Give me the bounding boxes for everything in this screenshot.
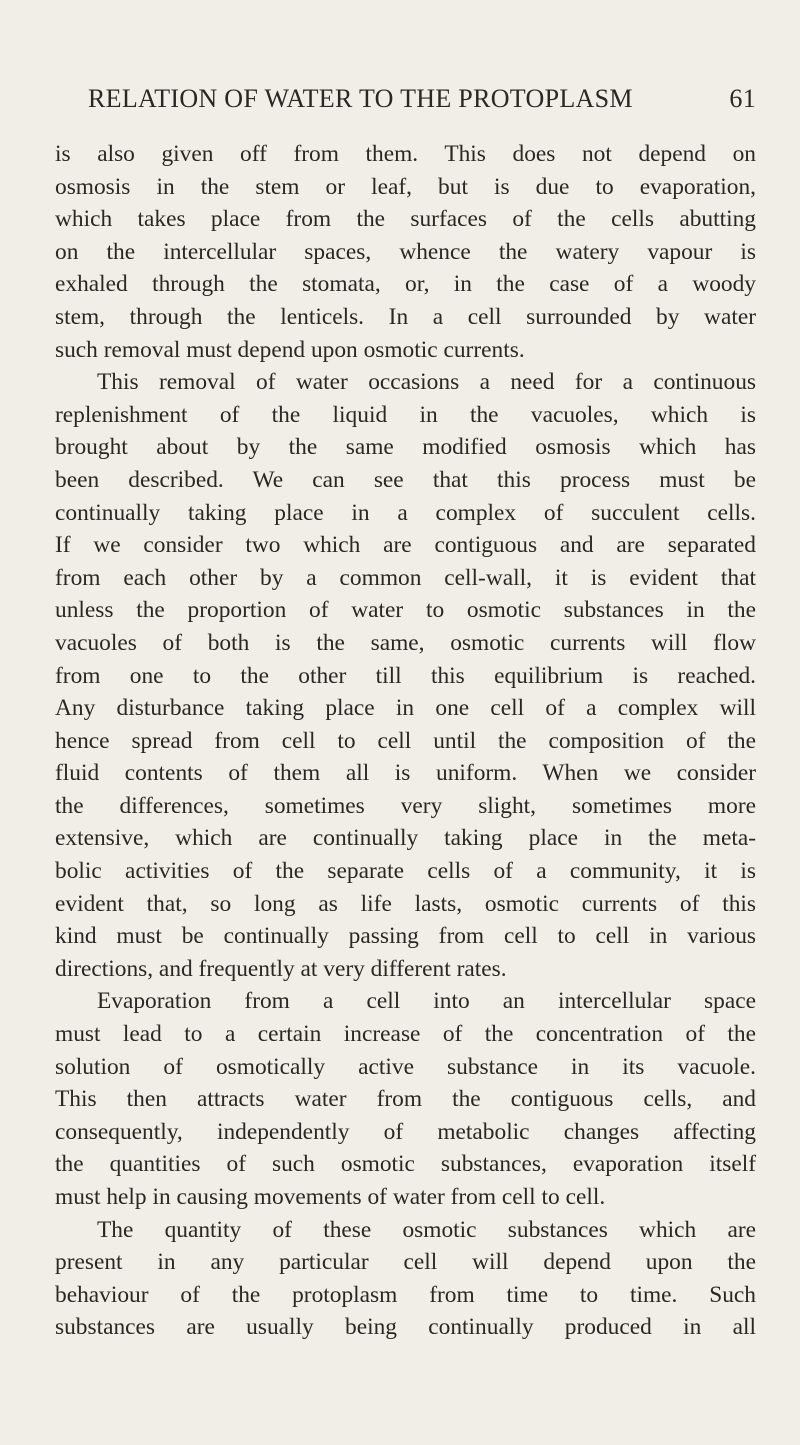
text-line: substances are usually being continually produced in all: [55, 1314, 756, 1341]
text-line: is also given off from them. This does not depend on: [55, 141, 756, 167]
text-line: such removal must depend upon osmotic currents.: [55, 336, 525, 363]
text-line: unless the proportion of water to osmotic substances in the: [55, 597, 756, 624]
text-line: kind must be continually passing from cell to cell in various: [55, 923, 756, 950]
text-line: behaviour of the protoplasm from time to time. Such: [55, 1281, 756, 1308]
text-line: Any disturbance taking place in one cell of a complex will: [55, 695, 756, 722]
text-line: been described. We can see that this process must be: [55, 466, 756, 493]
text-line: the differences, sometimes very slight, sometimes more: [55, 792, 756, 819]
text-line: on the intercellular spaces, whence the watery vapour is: [55, 238, 756, 265]
text-line: This then attracts water from the contiguous cells, and: [55, 1086, 756, 1113]
text-line: the quantities of such osmotic substances, evaporation itself: [55, 1151, 756, 1178]
text-line: replenishment of the liquid in the vacuoles, which is: [55, 401, 756, 428]
text-line: evident that, so long as life lasts, osmotic currents of this: [55, 890, 756, 917]
text-line: stem, through the lenticels. In a cell surrounded by water: [55, 303, 756, 330]
text-line: present in any particular cell will depend upon the: [55, 1249, 756, 1276]
text-line: from one to the other till this equilibrium is reached.: [55, 662, 756, 689]
text-line: vacuoles of both is the same, osmotic currents will flow: [55, 629, 756, 656]
text-line: The quantity of these osmotic substances which are: [97, 1216, 756, 1243]
text-line: solution of osmotically active substance in its vacuole.: [55, 1053, 756, 1080]
text-line: which takes place from the surfaces of the cells abutting: [55, 206, 756, 233]
text-line: bolic activities of the separate cells of a community, it is: [55, 858, 756, 885]
text-line: fluid contents of them all is uniform. When we consider: [55, 760, 756, 787]
text-line: If we consider two which are contiguous and are separated: [55, 532, 756, 559]
body-text: [55, 138, 756, 1344]
page-number: 61: [729, 84, 756, 113]
text-line: hence spread from cell to cell until the composition of the: [55, 727, 756, 754]
running-title: RELATION OF WATER TO THE PROTOPLASM: [88, 84, 633, 113]
text-line: continually taking place in a complex of succulent cells.: [55, 499, 756, 526]
text-line: must lead to a certain increase of the concentration of the: [55, 1021, 756, 1048]
text-line: from each other by a common cell-wall, it is evident that: [55, 564, 756, 591]
text-line: Evaporation from a cell into an intercellular space: [97, 988, 756, 1015]
text-line: directions, and frequently at very different rates.: [55, 955, 507, 982]
running-head: [88, 82, 756, 116]
text-line: osmosis in the stem or leaf, but is due to evaporation,: [55, 173, 756, 200]
text-line: exhaled through the stomata, or, in the case of a woody: [55, 271, 756, 298]
text-line: This removal of water occasions a need for a continuous: [97, 369, 756, 396]
text-line: consequently, independently of metabolic changes affecting: [55, 1118, 756, 1145]
text-line: must help in causing movements of water from cell to cell.: [55, 1184, 606, 1210]
text-line: extensive, which are continually taking place in the meta-: [55, 825, 756, 852]
text-line: brought about by the same modified osmosis which has: [55, 434, 756, 461]
